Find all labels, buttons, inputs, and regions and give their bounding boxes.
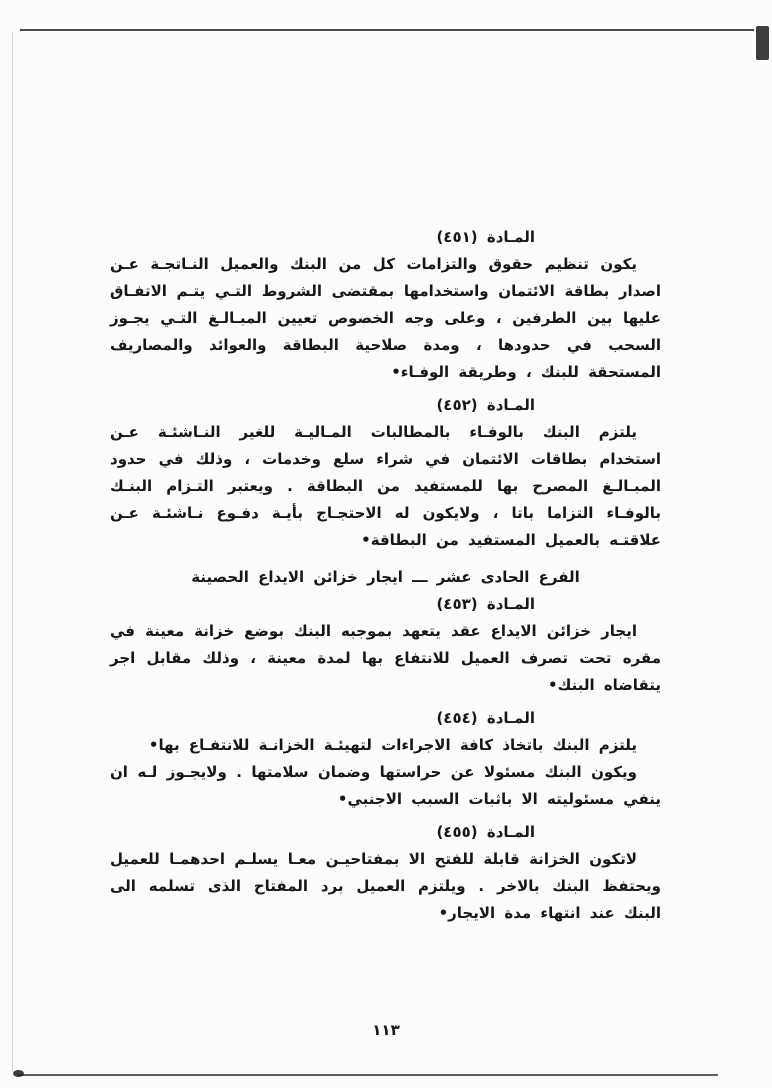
article-452-heading: المـادة (٤٥٢) bbox=[436, 396, 535, 414]
article-451-body: يكون تنظيم حقوق والتزامات كل من البنك والعميل النـاتجـة عـن اصدار بطاقة الائتمان واستخدامها بمقتضى الشروط التـي يتـم الاتفـاق عليها بين الطرفين ، وعلى وجه الخصوص تعيين المبـالـغ التـي يجـوز السحب في حدودها ، ومدة صلاحية البطاقة والعوائد والمصاريف المستحقة للبنك ، وطريقة الوفـاء• bbox=[110, 255, 661, 381]
scan-artifact-left-edge bbox=[12, 32, 13, 1072]
article-453-body: ايجار خزائن الايداع عقد يتعهد بموجبه البنك بوضع خزانة معينة في مقره تحت تصرف العميل للانتفاع بها لمدة معينة ، وذلك مقابل اجر يتقاضاه البنك• bbox=[110, 622, 661, 694]
article-451-heading: المـادة (٤٥١) bbox=[436, 228, 535, 246]
scan-artifact-top-line bbox=[20, 29, 754, 31]
scan-artifact-top-right-mark bbox=[756, 26, 769, 60]
document-content bbox=[110, 224, 661, 927]
article-454-heading: المـادة (٤٥٤) bbox=[436, 709, 535, 727]
article-455-heading: المـادة (٤٥٥) bbox=[436, 823, 535, 841]
scan-artifact-bottom-blob bbox=[13, 1070, 24, 1077]
page-number: ١١٣ bbox=[372, 1021, 400, 1039]
article-452-body: يلتزم البنك بالوفـاء بالمطالبات المـاليـة للغير النـاشئـة عـن استخدام بطاقات الائتمان في شراء سلع وخدمات ، وذلك في حدود المبـالـغ المصرح بها للمستفيد من البطاقة . ويعتبر التـزام البنـك بالوفـاء التزاما باتا ، ولايكون له الاحتجـاج بأيـة دفـوع نـاشئـة عـن علاقتـه بالعميل المستفيد من البطاقة• bbox=[110, 423, 661, 549]
scan-artifact-bottom-line bbox=[18, 1074, 718, 1076]
article-455-body: لاتكون الخزانة قابلة للفتح الا بمفتاحيـن معـا يسلـم احدهمـا للعميل ويحتفظ البنك بالاخر . ويلتزم العميل برد المفتاح الذى تسلمه الى البنك عند انتهاء مدة الايجار• bbox=[110, 850, 661, 922]
article-454-body-1: يلتزم البنك باتخاذ كافة الاجراءات لتهيئـة الخزانـة للانتفـاع بها• bbox=[148, 736, 637, 754]
section-11-heading: الفرع الحادى عشر ـــ ايجار خزائن الايداع الحصينة bbox=[191, 568, 580, 586]
article-454-body-2: ويكون البنك مسئولا عن حراستها وضمان سلامتها . ولايجـوز لـه ان ينفي مسئوليته الا باثبات السبب الاجنبي• bbox=[110, 763, 661, 808]
article-453-heading: المـادة (٤٥٣) bbox=[436, 595, 535, 613]
